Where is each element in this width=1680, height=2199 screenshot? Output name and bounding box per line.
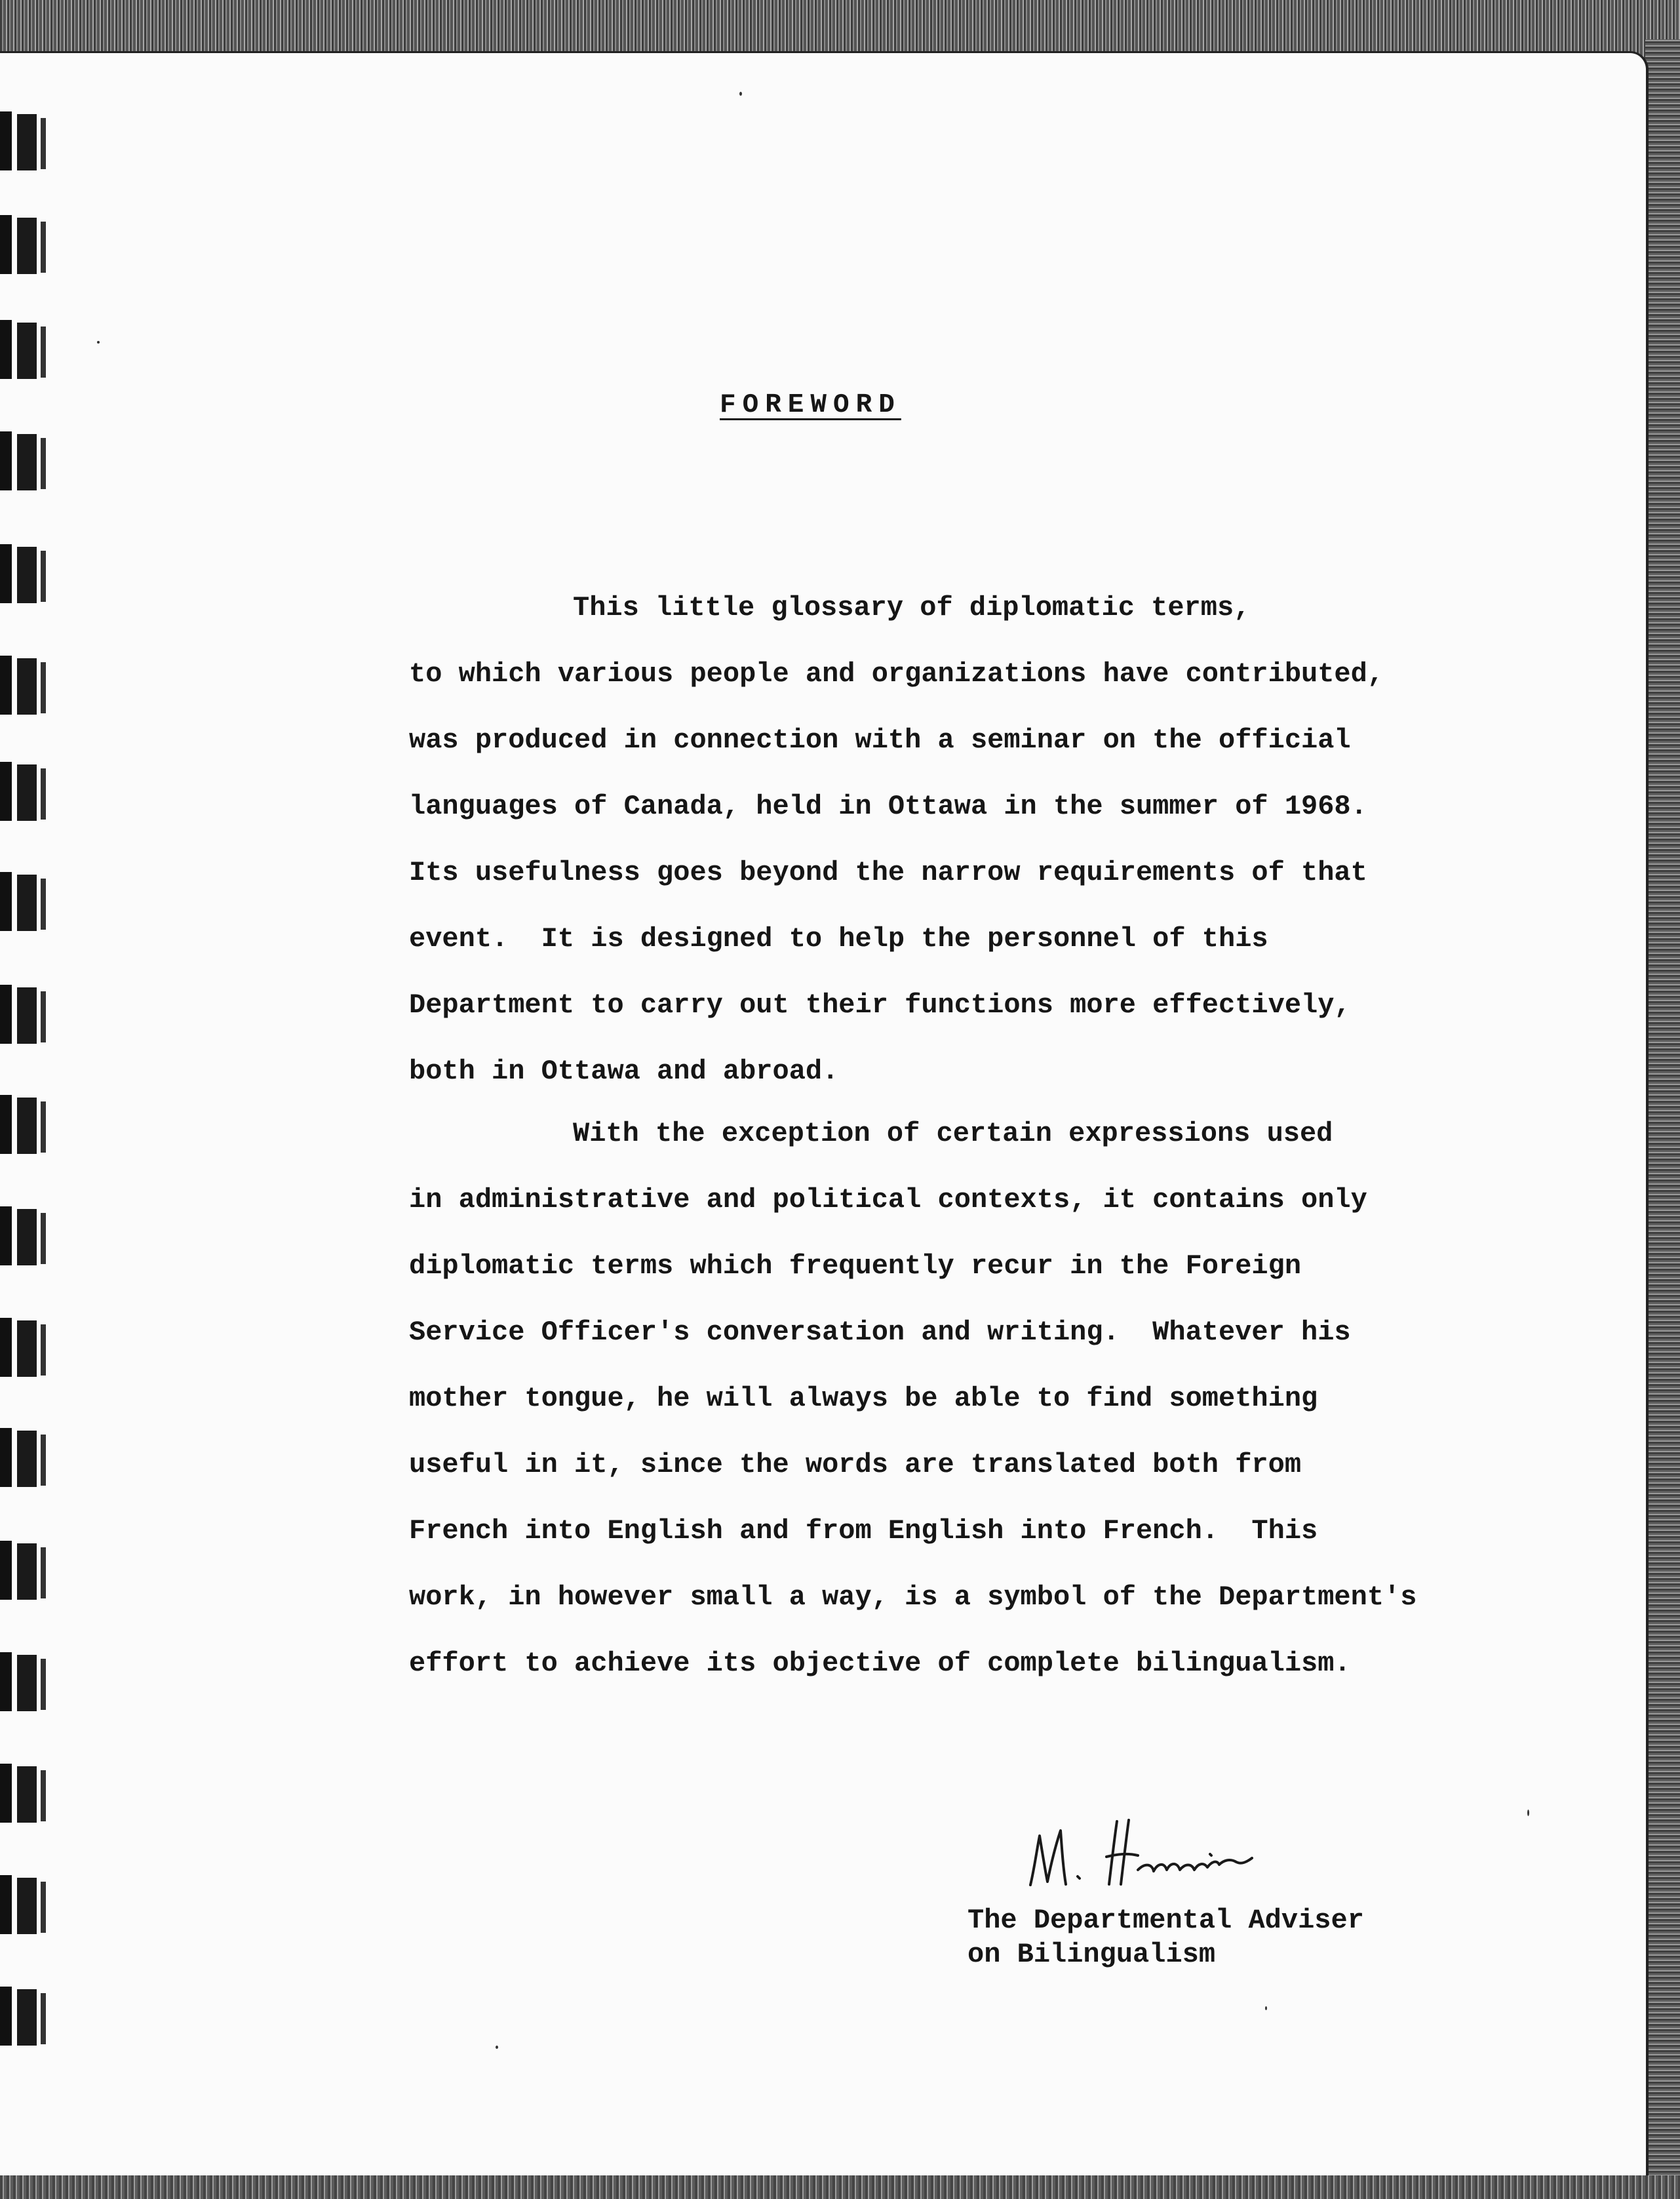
scan-speck (1265, 2006, 1267, 2010)
text-line: effort to achieve its objective of complete bilingualism. (409, 1648, 1351, 1679)
scan-speck (496, 2046, 498, 2049)
page-title: FOREWORD (720, 390, 901, 420)
text-line: in administrative and political contexts, it contains only (409, 1184, 1367, 1216)
text-line: event. It is designed to help the personnel of this (409, 923, 1268, 955)
text-line: both in Ottawa and abroad. (409, 1056, 839, 1087)
text-line: useful in it, since the words are translated both from (409, 1449, 1302, 1480)
scan-speck (1527, 1810, 1529, 1816)
text-line: Service Officer's conversation and writing. Whatever his (409, 1317, 1351, 1348)
signatory-title: on Bilingualism (967, 1939, 1216, 1970)
signatory-title: The Departmental Adviser (967, 1905, 1364, 1936)
text-line: mother tongue, he will always be able to find something (409, 1383, 1318, 1414)
text-line: to which various people and organizations have contributed, (409, 658, 1384, 690)
text-line: Department to carry out their functions more effectively, (409, 989, 1351, 1021)
scan-speck (739, 92, 742, 96)
text-line: was produced in connection with a seminar on the official (409, 724, 1351, 756)
text-line: French into English and from English into French. This (409, 1515, 1318, 1547)
text-line: languages of Canada, held in Ottawa in the summer of 1968. (409, 791, 1367, 822)
signature-block (967, 1903, 1426, 1971)
scan-speck (97, 341, 100, 344)
handwritten-signature (1023, 1816, 1304, 1895)
text-line: Its usefulness goes beyond the narrow requirements of that (409, 857, 1367, 888)
text-line: diplomatic terms which frequently recur in the Foreign (409, 1250, 1302, 1282)
paragraph-1 (409, 590, 1445, 1120)
text-line: This little glossary of diplomatic terms, (573, 592, 1251, 624)
paragraph-2 (409, 1116, 1445, 1712)
text-line: With the exception of certain expressions used (573, 1118, 1333, 1149)
text-line: work, in however small a way, is a symbol of the Department's (409, 1581, 1417, 1613)
